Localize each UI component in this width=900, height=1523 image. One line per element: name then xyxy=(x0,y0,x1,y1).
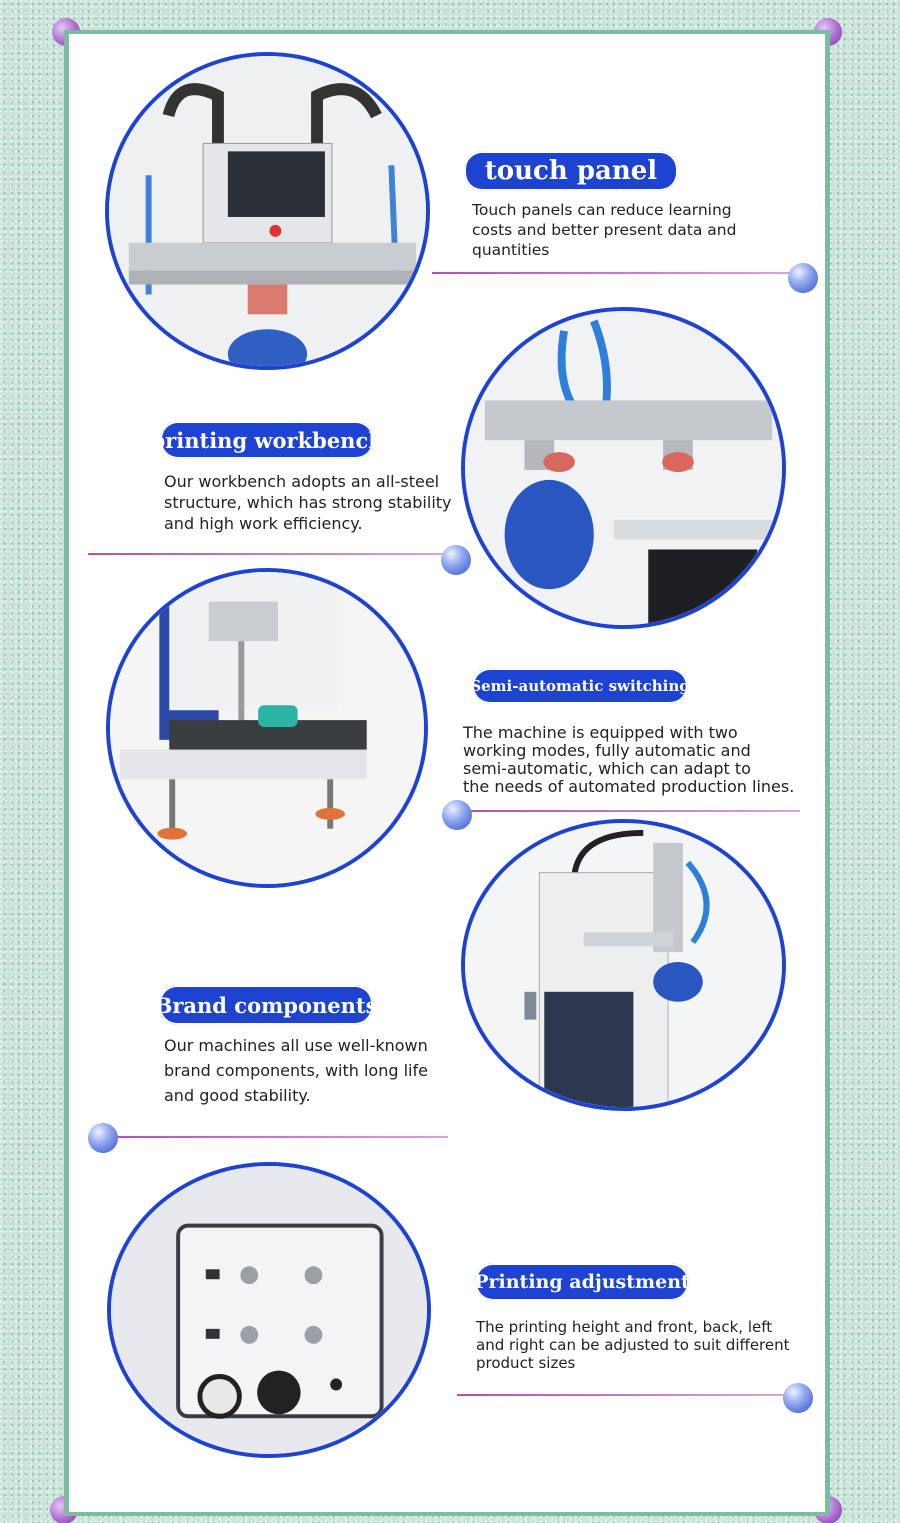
section-title-brand-components: Brand components xyxy=(159,985,373,1025)
section-title-touch-panel: touch panel xyxy=(464,151,678,191)
section-description-semi-automatic-switching xyxy=(463,724,808,796)
divider-rule xyxy=(432,272,792,274)
description-line: Touch panels can reduce learning xyxy=(472,201,732,219)
divider-dot xyxy=(783,1383,813,1413)
section-description-printing-workbench xyxy=(164,471,484,534)
section-title-semi-automatic-switching: Semi-automatic switching xyxy=(472,668,688,704)
description-line: working modes, fully automatic and xyxy=(463,741,751,760)
description-line: brand components, with long life xyxy=(164,1061,428,1080)
section-description-printing-adjustment xyxy=(476,1318,806,1372)
description-line: structure, which has strong stability xyxy=(164,493,452,512)
photo-printing-workbench xyxy=(461,307,786,629)
divider-dot xyxy=(441,545,471,575)
section-description-brand-components xyxy=(164,1033,464,1108)
photo-semi-automatic-switching xyxy=(106,568,428,888)
description-line: the needs of automated production lines. xyxy=(463,777,795,796)
description-line: quantities xyxy=(472,241,550,259)
photo-brand-components xyxy=(461,819,786,1111)
description-line: Our machines all use well-known xyxy=(164,1036,428,1055)
description-line: product sizes xyxy=(476,1354,576,1372)
description-line: and good stability. xyxy=(164,1086,311,1105)
photo-printing-adjustment xyxy=(107,1162,431,1458)
section-description-touch-panel xyxy=(472,200,802,260)
divider-rule xyxy=(110,1136,448,1138)
divider-rule xyxy=(460,810,800,812)
description-line: and right can be adjusted to suit different xyxy=(476,1336,790,1354)
section-title-printing-workbench: printing workbench xyxy=(160,421,374,459)
section-title-printing-adjustment: Printing adjustment xyxy=(475,1263,689,1301)
photo-touch-panel xyxy=(105,52,430,370)
description-line: The machine is equipped with two xyxy=(463,723,738,742)
divider-dot xyxy=(88,1123,118,1153)
description-line: costs and better present data and xyxy=(472,221,737,239)
description-line: semi-automatic, which can adapt to xyxy=(463,759,751,778)
description-line: and high work efficiency. xyxy=(164,514,363,533)
divider-dot xyxy=(788,263,818,293)
divider-dot xyxy=(442,800,472,830)
description-line: The printing height and front, back, left xyxy=(476,1318,773,1336)
divider-rule xyxy=(457,1394,787,1396)
divider-rule xyxy=(88,553,450,555)
description-line: Our workbench adopts an all-steel xyxy=(164,472,440,491)
